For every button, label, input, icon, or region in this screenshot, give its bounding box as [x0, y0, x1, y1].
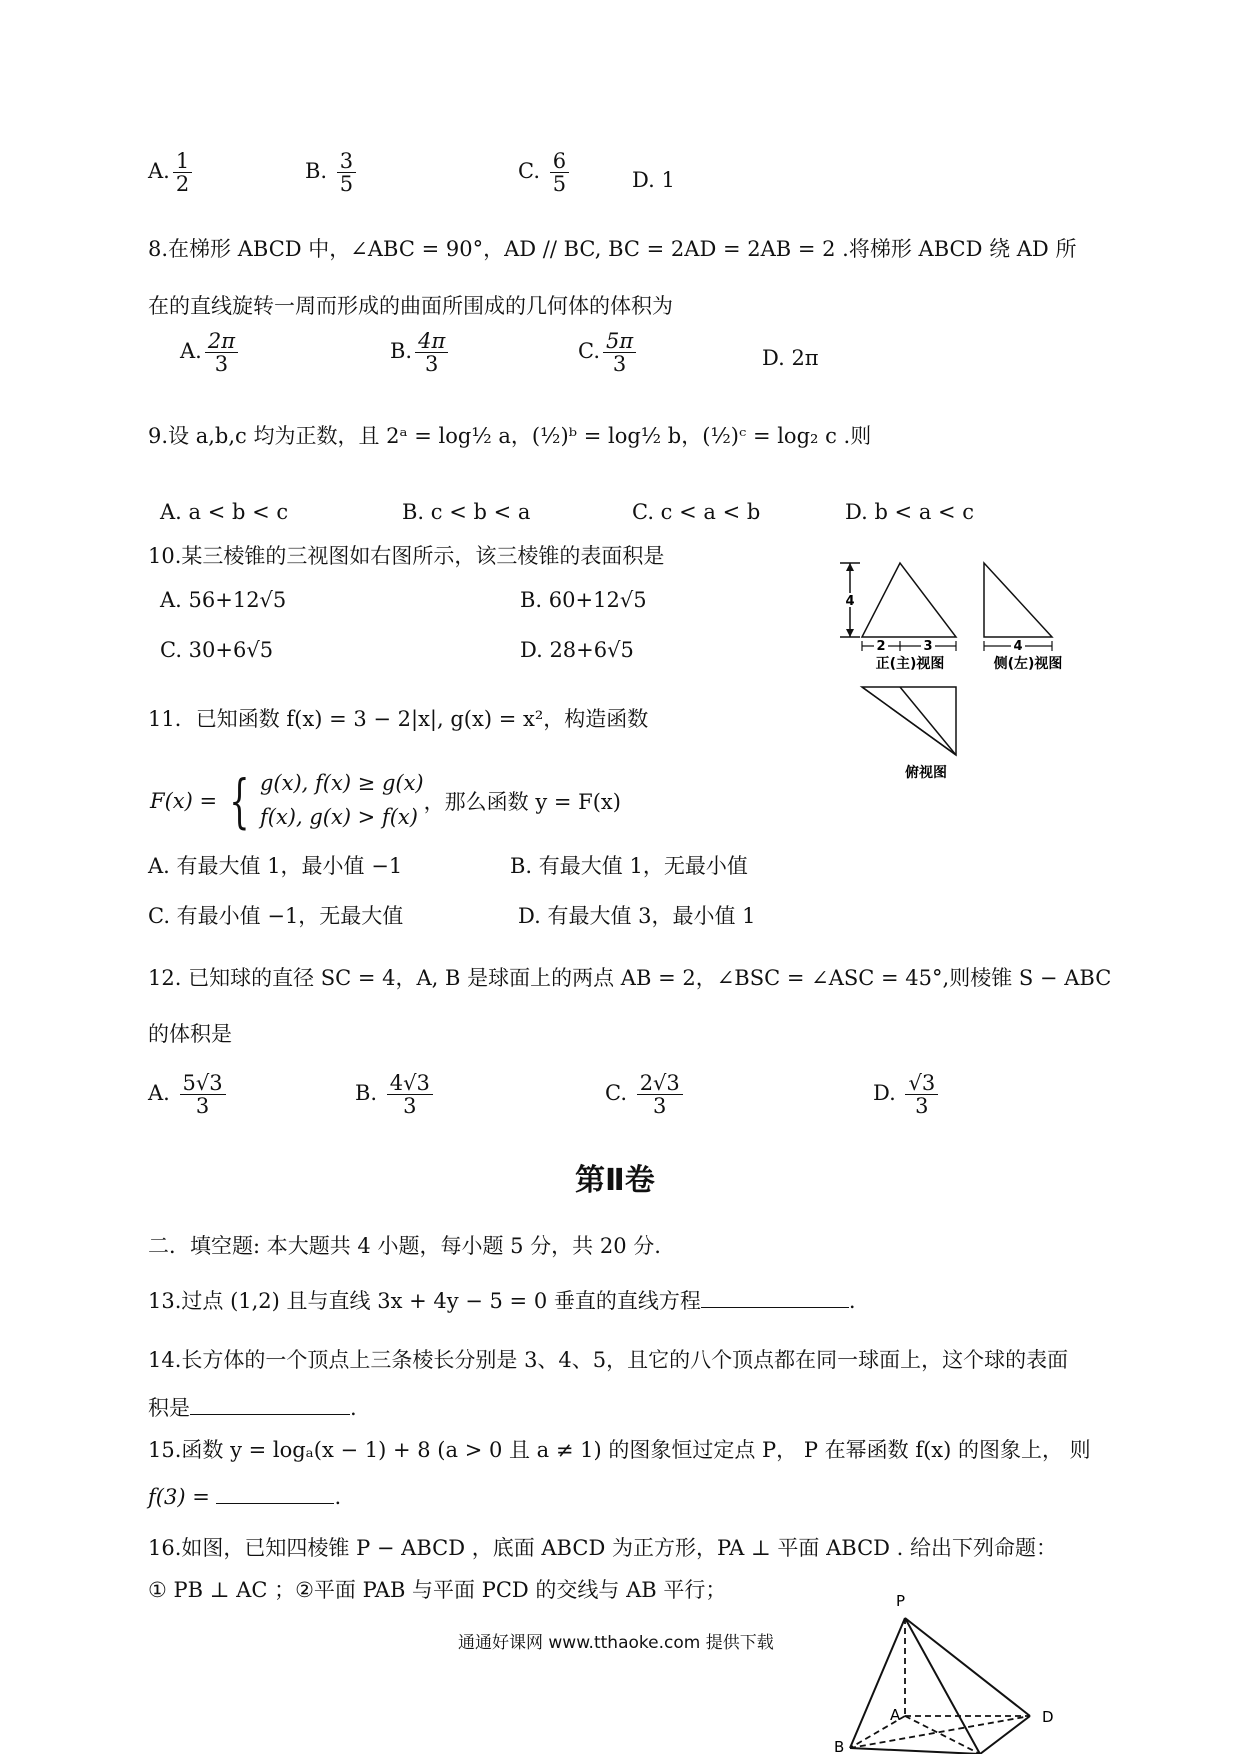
height-arrow-down	[846, 629, 854, 637]
piecewise-case-1: g(x), f(x) ≥ g(x)	[259, 771, 424, 795]
q15-line2: f(3) = .	[148, 1485, 342, 1509]
q8-option-d: D. 2π	[762, 346, 819, 370]
edge-PB	[850, 1618, 905, 1748]
q8-option-b: B. $\frac{4\pi}{3}$	[390, 330, 451, 375]
q10-stem: 10.某三棱锥的三视图如右图所示，该三棱锥的表面积是	[148, 544, 665, 568]
q14-answer-blank[interactable]	[190, 1414, 350, 1415]
q9-stem: 9.设 a,b,c 均为正数，且 2ᵃ = log½ a，(½)ᵇ = log½ b，(½)ᶜ = log₂ c .则	[148, 424, 872, 448]
front-view-label: 正(主)视图	[875, 656, 945, 672]
point-P-label: P	[896, 1592, 906, 1610]
q8-option-a: A. $\frac{2\pi}{3}$	[180, 330, 241, 375]
edge-CD	[980, 1716, 1030, 1754]
q7-option-b: B. $\frac{3}{5}$	[305, 150, 359, 195]
q11-option-a: A. 有最大值 1，最小值 −1	[148, 854, 403, 878]
q11-option-d: D. 有最大值 3，最小值 1	[518, 904, 756, 928]
piecewise-brace: {	[229, 766, 250, 835]
q13-text: 13.过点 (1,2) 且与直线 3x + 4y − 5 = 0 垂直的直线方程 .	[148, 1289, 856, 1313]
q11-stem: 11．已知函数 f(x) = 3 − 2|x|, g(x) = x²，构造函数	[148, 707, 649, 731]
q12-stem-line1: 12. 已知球的直径 SC = 4，A, B 是球面上的两点 AB = 2，∠BSC = ∠ASC = 45°,则棱锥 S − ABC	[148, 966, 1112, 990]
q12-option-a: A. $\frac{5√3}{3}$	[148, 1072, 229, 1117]
side-view-label: 侧(左)视图	[993, 656, 1063, 672]
q15-answer-blank[interactable]	[216, 1503, 334, 1504]
q8-option-c: C. $\frac{5\pi}{3}$	[578, 330, 639, 375]
piecewise-lhs: F(x) =	[150, 788, 218, 813]
footer: 通通好课网 www.tthaoke.com 提供下载	[458, 1633, 774, 1653]
piecewise-tail: ，那么函数 y = F(x)	[423, 789, 621, 814]
q12-option-d: D. $\frac{√3}{3}$	[873, 1072, 941, 1117]
front-view-triangle	[862, 563, 956, 637]
pyramid-figure	[820, 1560, 1080, 1754]
edge-PC	[905, 1618, 980, 1754]
q10-option-d: D. 28+6√5	[520, 638, 634, 662]
q10-option-b: B. 60+12√5	[520, 588, 647, 612]
q7-option-a: A. $\frac{1}{2}$	[148, 150, 195, 195]
q7-option-d: D. 1	[632, 168, 675, 192]
q16-line2: ① PB ⊥ AC ；②平面 PAB 与平面 PCD 的交线与 AB 平行；	[148, 1578, 727, 1602]
q9-option-d: D. b < a < c	[845, 500, 975, 524]
q8-stem-line2: 在的直线旋转一周而形成的曲面所围成的几何体的体积为	[148, 294, 673, 318]
q10-option-a: A. 56+12√5	[160, 588, 287, 612]
q14-line2: 积是 .	[148, 1396, 357, 1420]
q11-piecewise	[150, 767, 621, 834]
piecewise-case-2: f(x), g(x) > f(x)	[259, 804, 418, 829]
q15-line1: 15.函数 y = logₐ(x − 1) + 8 (a > 0 且 a ≠ 1) 的图象恒过定点 P， P 在幂函数 f(x) 的图象上， 则	[148, 1438, 1091, 1462]
q8-stem-line1: 8.在梯形 ABCD 中，∠ABC = 90°，AD // BC, BC = 2AD = 2AB = 2 .将梯形 ABCD 绕 AD 所	[148, 237, 1077, 261]
side-view-triangle	[984, 563, 1052, 637]
edge-PD	[905, 1618, 1030, 1716]
width-label-2: 3	[923, 639, 933, 654]
three-view-figure	[830, 555, 1080, 785]
point-D-label: D	[1042, 1708, 1054, 1726]
point-B-label: B	[834, 1738, 845, 1754]
section-title: 第Ⅱ卷	[575, 1163, 655, 1198]
height-arrow-up	[846, 563, 854, 571]
width-label-3: 4	[1013, 639, 1023, 654]
q11-option-b: B. 有最大值 1，无最小值	[510, 854, 748, 878]
q16-line1: 16.如图，已知四棱锥 P − ABCD ，底面 ABCD 为正方形，PA ⊥ 平面 ABCD . 给出下列命题：	[148, 1536, 1058, 1560]
top-view-label: 俯视图	[905, 765, 947, 781]
q14-line1: 14.长方体的一个顶点上三条棱长分别是 3、4、5，且它的八个顶点都在同一球面上，这个球的表面	[148, 1348, 1069, 1372]
q9-option-b: B. c < b < a	[402, 500, 531, 524]
q9-option-c: C. c < a < b	[632, 500, 761, 524]
height-label: 4	[845, 594, 855, 609]
part2-header: 二．填空题: 本大题共 4 小题，每小题 5 分，共 20 分.	[148, 1234, 661, 1258]
q10-option-c: C. 30+6√5	[160, 638, 274, 662]
q12-stem-line2: 的体积是	[148, 1022, 232, 1046]
q13-answer-blank[interactable]	[701, 1307, 849, 1308]
q7-option-c: C. $\frac{6}{5}$	[518, 150, 572, 195]
q12-option-b: B. $\frac{4√3}{3}$	[355, 1072, 436, 1117]
edge-BC	[850, 1748, 980, 1754]
q11-option-c: C. 有最小值 −1，无最大值	[148, 904, 404, 928]
point-A-label: A	[890, 1706, 901, 1724]
q12-option-c: C. $\frac{2√3}{3}$	[605, 1072, 686, 1117]
width-label-1: 2	[876, 639, 886, 654]
q9-option-a: A. a < b < c	[160, 500, 289, 524]
